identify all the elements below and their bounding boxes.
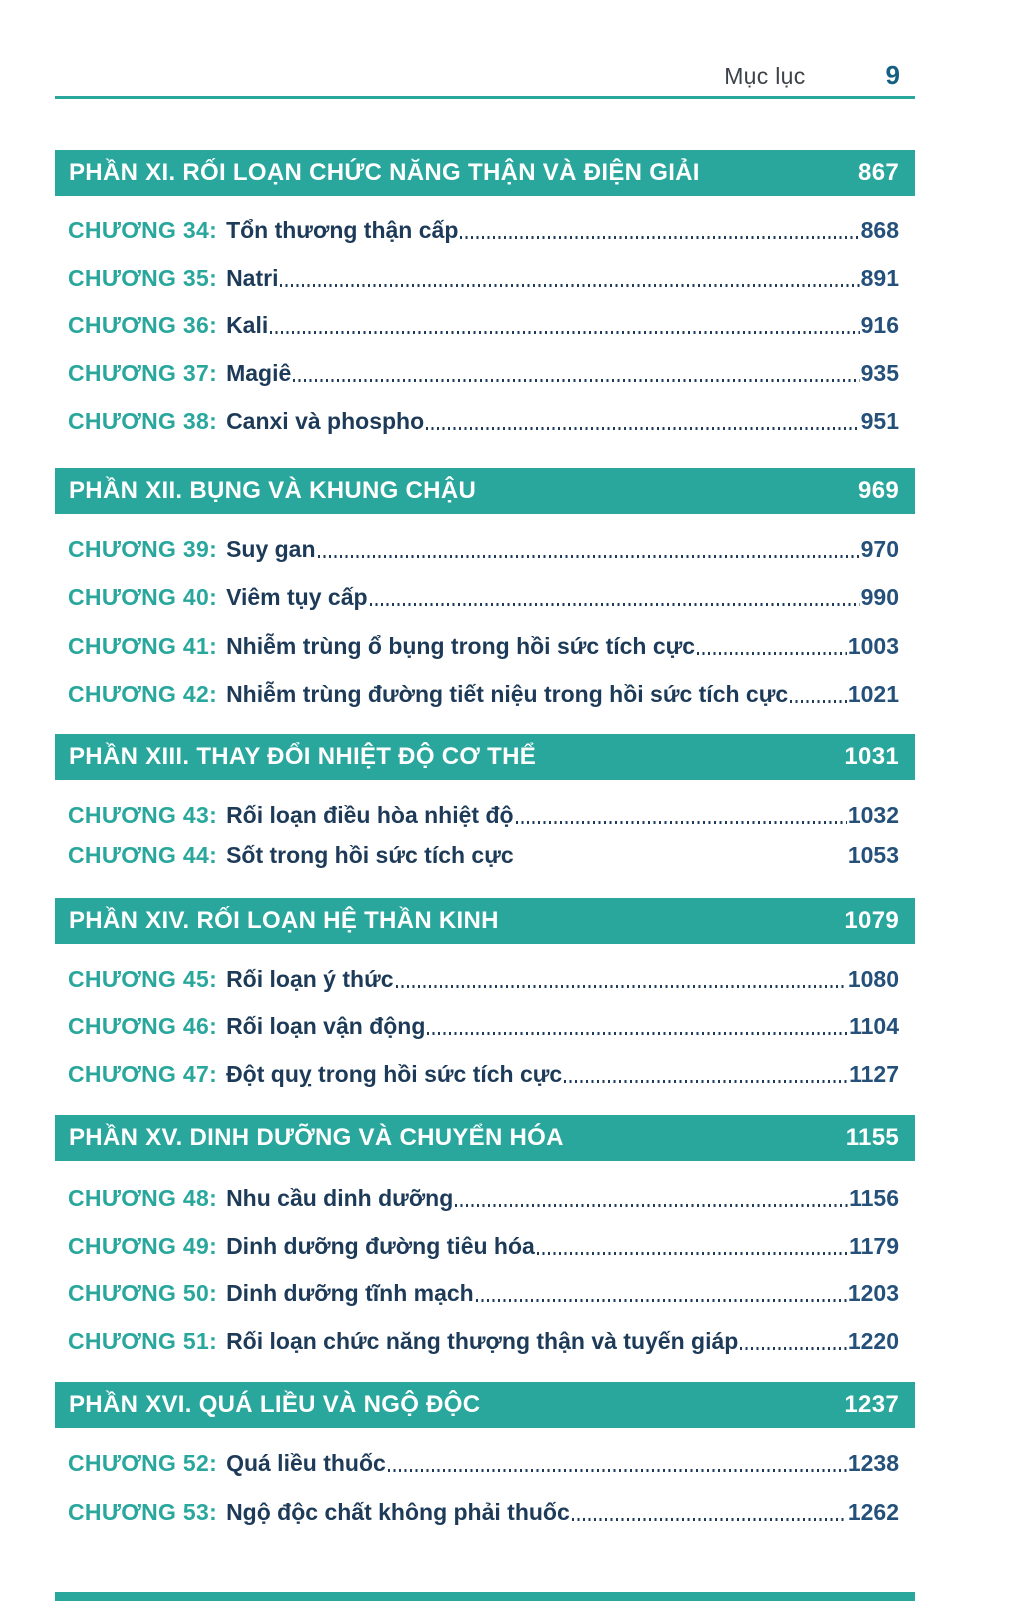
- section-header-partial: [55, 1592, 915, 1601]
- toc-row-chapter-53[interactable]: [55, 1497, 915, 1527]
- chapter-label: CHƯƠNG 51:: [68, 1328, 218, 1354]
- chapter-label: CHƯƠNG 37:: [68, 360, 218, 386]
- dot-leader: [396, 985, 847, 988]
- chapter-label: CHƯƠNG 34:: [68, 217, 218, 243]
- chapter-title: Tổn thương thận cấp: [226, 217, 459, 243]
- chapter-label: CHƯƠNG 46:: [68, 1013, 218, 1039]
- section-header-xv[interactable]: [55, 1115, 915, 1161]
- chapter-page-number: 1179: [849, 1233, 899, 1259]
- chapter-page-number: 935: [860, 360, 899, 386]
- chapter-page-number: 1220: [847, 1328, 899, 1354]
- section-header-xvi[interactable]: [55, 1382, 915, 1428]
- dot-leader: [293, 379, 859, 382]
- dot-leader: [280, 284, 859, 287]
- chapter-title: Quá liều thuốc: [226, 1450, 386, 1476]
- header-page-number: 9: [885, 60, 900, 90]
- toc-row-chapter-48[interactable]: [55, 1183, 915, 1213]
- section-title: PHẦN XII. BỤNG VÀ KHUNG CHẬU: [69, 477, 477, 504]
- chapter-label: CHƯƠNG 47:: [68, 1061, 218, 1087]
- section-page-number: 969: [858, 477, 899, 504]
- toc-row-chapter-40[interactable]: [55, 582, 915, 612]
- header-title: Mục lục: [724, 63, 806, 89]
- chapter-title: Magiê: [226, 360, 292, 386]
- dot-leader: [460, 236, 859, 239]
- chapter-title: Kali: [226, 312, 269, 338]
- toc-row-chapter-49[interactable]: [55, 1231, 915, 1261]
- chapter-page-number: 1104: [849, 1013, 899, 1039]
- toc-row-chapter-41[interactable]: [55, 631, 915, 661]
- chapter-page-number: 970: [860, 536, 899, 562]
- chapter-page-number: 1021: [847, 681, 899, 707]
- toc-row-chapter-45[interactable]: [55, 964, 915, 994]
- chapter-page-number: 868: [860, 217, 899, 243]
- chapter-title: Nhiễm trùng đường tiết niệu trong hồi sức tích cực: [226, 681, 789, 707]
- chapter-title: Nhu cầu dinh dưỡng: [226, 1185, 454, 1211]
- chapter-title: Nhiễm trùng ổ bụng trong hồi sức tích cực: [226, 633, 696, 659]
- dot-leader: [427, 1032, 848, 1035]
- toc-row-chapter-44[interactable]: [55, 840, 915, 870]
- chapter-label: CHƯƠNG 44:: [68, 842, 218, 868]
- chapter-title: Rối loạn chức năng thượng thận và tuyến giáp: [226, 1328, 739, 1354]
- chapter-title: Canxi và phospho: [226, 408, 425, 434]
- chapter-label: CHƯƠNG 45:: [68, 966, 218, 992]
- chapter-label: CHƯƠNG 39:: [68, 536, 218, 562]
- toc-row-chapter-46[interactable]: [55, 1011, 915, 1041]
- chapter-title: Dinh dưỡng tĩnh mạch: [226, 1280, 474, 1306]
- section-page-number: 1155: [845, 1124, 899, 1151]
- chapter-label: CHƯƠNG 52:: [68, 1450, 218, 1476]
- chapter-page-number: 990: [860, 584, 899, 610]
- section-page-number: 1079: [844, 907, 899, 934]
- chapter-page-number: 1003: [847, 633, 899, 659]
- chapter-page-number: 951: [860, 408, 899, 434]
- chapter-title: Natri: [226, 265, 279, 291]
- chapter-title: Rối loạn ý thức: [226, 966, 394, 992]
- chapter-page-number: 1053: [847, 842, 899, 868]
- dot-leader: [564, 1080, 848, 1083]
- dot-leader: [388, 1469, 847, 1472]
- toc-row-chapter-36[interactable]: [55, 310, 915, 340]
- chapter-title: Viêm tụy cấp: [226, 584, 368, 610]
- toc-row-chapter-42[interactable]: [55, 679, 915, 709]
- toc-row-chapter-35[interactable]: [55, 263, 915, 293]
- toc-row-chapter-50[interactable]: [55, 1278, 915, 1308]
- chapter-label: CHƯƠNG 42:: [68, 681, 218, 707]
- dot-leader: [426, 427, 859, 430]
- section-title: PHẦN XIII. THAY ĐỔI NHIỆT ĐỘ CƠ THỂ: [69, 743, 537, 770]
- chapter-label: CHƯƠNG 49:: [68, 1233, 218, 1259]
- dot-leader: [572, 1518, 847, 1521]
- toc-row-chapter-51[interactable]: [55, 1326, 915, 1356]
- chapter-label: CHƯƠNG 36:: [68, 312, 218, 338]
- chapter-title: Đột quỵ trong hồi sức tích cực: [226, 1061, 563, 1087]
- dot-leader: [516, 821, 847, 824]
- dot-leader: [370, 603, 860, 606]
- dot-leader: [318, 555, 860, 558]
- toc-content: [55, 0, 915, 1601]
- chapter-title: Rối loạn điều hòa nhiệt độ: [226, 802, 514, 828]
- toc-row-chapter-34[interactable]: [55, 215, 915, 245]
- chapter-label: CHƯƠNG 43:: [68, 802, 218, 828]
- chapter-page-number: 1203: [847, 1280, 899, 1306]
- chapter-title: Dinh dưỡng đường tiêu hóa: [226, 1233, 535, 1259]
- toc-row-chapter-37[interactable]: [55, 358, 915, 388]
- chapter-label: CHƯƠNG 53:: [68, 1499, 218, 1525]
- toc-row-chapter-52[interactable]: [55, 1448, 915, 1478]
- dot-leader: [455, 1204, 848, 1207]
- page-header: [55, 0, 915, 90]
- section-title: PHẦN XI. RỐI LOẠN CHỨC NĂNG THẬN VÀ ĐIỆN GIẢI: [69, 159, 700, 186]
- section-header-xiv[interactable]: [55, 898, 915, 944]
- chapter-label: CHƯƠNG 48:: [68, 1185, 218, 1211]
- leader-spacer: [516, 861, 847, 864]
- section-header-xiii[interactable]: [55, 734, 915, 780]
- chapter-page-number: 1127: [849, 1061, 899, 1087]
- chapter-label: CHƯƠNG 35:: [68, 265, 218, 291]
- section-header-xi[interactable]: [55, 150, 915, 196]
- chapter-label: CHƯƠNG 41:: [68, 633, 218, 659]
- section-page-number: 1031: [844, 743, 899, 770]
- dot-leader: [476, 1299, 847, 1302]
- chapter-page-number: 1156: [849, 1185, 899, 1211]
- section-page-number: 1237: [844, 1391, 899, 1418]
- chapter-title: Suy gan: [226, 536, 316, 562]
- chapter-title: Sốt trong hồi sức tích cực: [226, 842, 514, 868]
- chapter-title: Rối loạn vận động: [226, 1013, 426, 1039]
- dot-leader: [697, 652, 847, 655]
- chapter-page-number: 1262: [847, 1499, 899, 1525]
- toc-row-chapter-39[interactable]: [55, 534, 915, 564]
- header-divider: [55, 96, 915, 99]
- section-title: PHẦN XVI. QUÁ LIỀU VÀ NGỘ ĐỘC: [69, 1391, 481, 1418]
- chapter-label: CHƯƠNG 40:: [68, 584, 218, 610]
- chapter-page-number: 1238: [847, 1450, 899, 1476]
- toc-row-chapter-38[interactable]: [55, 406, 915, 436]
- chapter-title: Ngộ độc chất không phải thuốc: [226, 1499, 570, 1525]
- chapter-page-number: 1080: [847, 966, 899, 992]
- section-title: PHẦN XV. DINH DƯỠNG VÀ CHUYỂN HÓA: [69, 1124, 564, 1151]
- chapter-page-number: 1032: [847, 802, 899, 828]
- toc-row-chapter-47[interactable]: [55, 1059, 915, 1089]
- dot-leader: [270, 331, 859, 334]
- chapter-label: CHƯƠNG 50:: [68, 1280, 218, 1306]
- dot-leader: [537, 1252, 848, 1255]
- section-page-number: 867: [858, 159, 899, 186]
- dot-leader: [740, 1347, 847, 1350]
- section-header-xii[interactable]: [55, 468, 915, 514]
- chapter-label: CHƯƠNG 38:: [68, 408, 218, 434]
- chapter-page-number: 891: [860, 265, 899, 291]
- section-title: PHẦN XIV. RỐI LOẠN HỆ THẦN KINH: [69, 907, 499, 934]
- dot-leader: [790, 700, 847, 703]
- toc-row-chapter-43[interactable]: [55, 800, 915, 830]
- chapter-page-number: 916: [860, 312, 899, 338]
